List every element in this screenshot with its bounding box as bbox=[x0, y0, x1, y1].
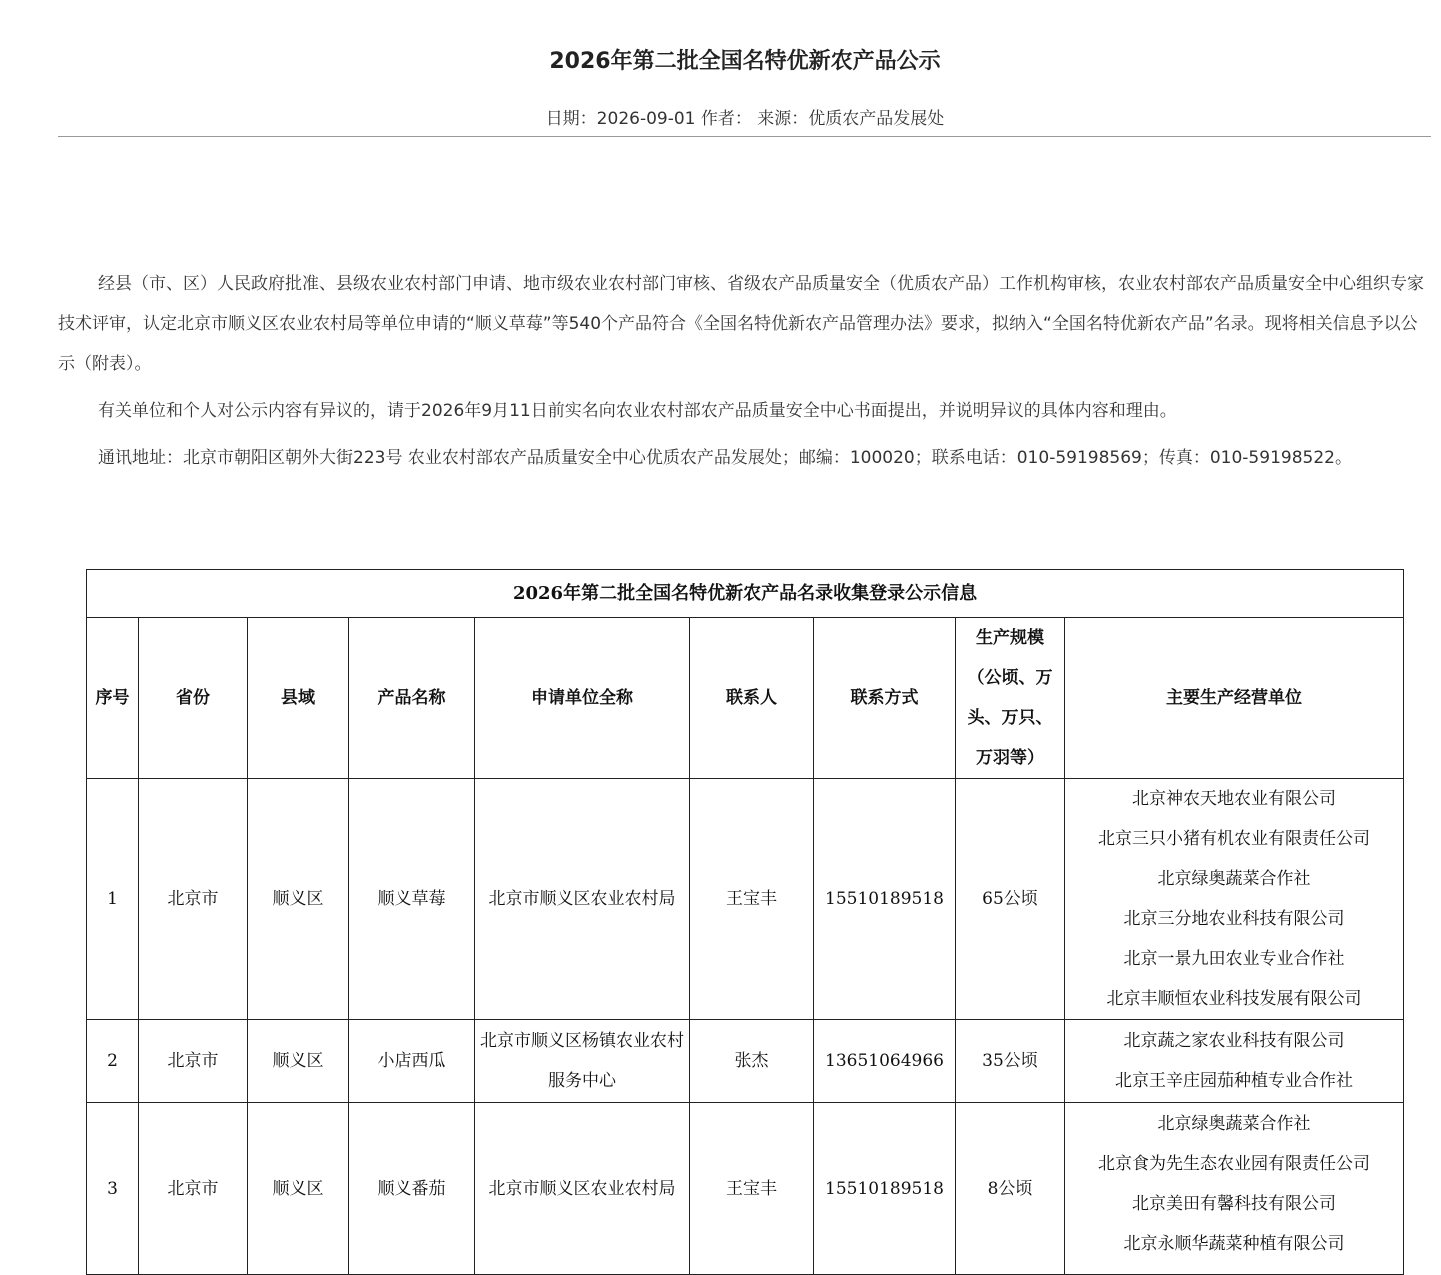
cell-seq: 2 bbox=[87, 1020, 139, 1103]
cell-scale: 8公顷 bbox=[956, 1103, 1065, 1275]
cell-seq: 1 bbox=[87, 779, 139, 1020]
producer-name: 北京蔬之家农业科技有限公司 bbox=[1123, 1031, 1345, 1051]
cell-phone: 15510189518 bbox=[814, 779, 956, 1020]
producer-name: 北京永顺华蔬菜种植有限公司 bbox=[1123, 1234, 1345, 1254]
cell-seq: 3 bbox=[87, 1103, 139, 1275]
producer-name: 北京王辛庄园茄种植专业合作社 bbox=[1115, 1071, 1354, 1091]
cell-producers bbox=[1065, 779, 1404, 1020]
cell-product: 顺义草莓 bbox=[349, 779, 475, 1020]
paragraph-contact: 通讯地址：北京市朝阳区朝外大街223号 农业农村部农产品质量安全中心优质农产品发展处；邮编：100020；联系电话：010-59198569；传真：010-59198522。 bbox=[98, 448, 1352, 468]
header-seq: 序号 bbox=[87, 618, 139, 779]
page-title: 2026年第二批全国名特优新农产品公示 bbox=[549, 49, 941, 74]
header-scale: 生产规模（公顷、万头、万只、万羽等） bbox=[956, 618, 1065, 779]
cell-scale: 35公顷 bbox=[956, 1020, 1065, 1103]
cell-producers bbox=[1065, 1103, 1404, 1275]
table-row bbox=[87, 1020, 1404, 1103]
header-phone: 联系方式 bbox=[814, 618, 956, 779]
cell-county: 顺义区 bbox=[248, 1020, 349, 1103]
paragraph-intro: 经县（市、区）人民政府批准、县级农业农村部门申请、地市级农业农村部门审核、省级农产品质量安全（优质农产品）工作机构审核，农业农村部农产品质量安全中心组织专家技术评审，认定北京市顺义区农业农村局等单位申请的“顺义草莓”等540个产品符合《全国名特优新农产品管理办法》要求，拟纳入“全国名特优新农产品”名录。现将相关信息予以公示（附表）。 bbox=[58, 274, 1424, 374]
header-county: 县域 bbox=[248, 618, 349, 779]
cell-contact: 张杰 bbox=[690, 1020, 814, 1103]
cell-county: 顺义区 bbox=[248, 779, 349, 1020]
cell-contact: 王宝丰 bbox=[690, 779, 814, 1020]
table-caption: 2026年第二批全国名特优新农产品名录收集登录公示信息 bbox=[87, 570, 1404, 618]
cell-province: 北京市 bbox=[139, 1103, 248, 1275]
cell-product: 顺义番茄 bbox=[349, 1103, 475, 1275]
cell-county: 顺义区 bbox=[248, 1103, 349, 1275]
cell-province: 北京市 bbox=[139, 779, 248, 1020]
producer-name: 北京美田有馨科技有限公司 bbox=[1132, 1194, 1337, 1214]
header-producers: 主要生产经营单位 bbox=[1065, 618, 1404, 779]
header-contact: 联系人 bbox=[690, 618, 814, 779]
cell-phone: 13651064966 bbox=[814, 1020, 956, 1103]
cell-applicant: 北京市顺义区杨镇农业农村服务中心 bbox=[475, 1020, 690, 1103]
paragraph-objection: 有关单位和个人对公示内容有异议的，请于2026年9月11日前实名向农业农村部农产品质量安全中心书面提出，并说明异议的具体内容和理由。 bbox=[98, 401, 1177, 421]
cell-scale: 65公顷 bbox=[956, 779, 1065, 1020]
header-province: 省份 bbox=[139, 618, 248, 779]
cell-phone: 15510189518 bbox=[814, 1103, 956, 1275]
cell-producers bbox=[1065, 1020, 1404, 1103]
cell-contact: 王宝丰 bbox=[690, 1103, 814, 1275]
producer-name: 北京三只小猪有机农业有限责任公司 bbox=[1098, 829, 1371, 849]
producer-name: 北京一景九田农业专业合作社 bbox=[1123, 949, 1345, 969]
producer-name: 北京绿奥蔬菜合作社 bbox=[1157, 869, 1311, 889]
article-body bbox=[58, 264, 1431, 478]
producer-name: 北京丰顺恒农业科技发展有限公司 bbox=[1106, 989, 1362, 1009]
cell-product: 小店西瓜 bbox=[349, 1020, 475, 1103]
article-meta: 日期：2026-09-01 作者： 来源：优质农产品发展处 bbox=[545, 109, 945, 129]
header-applicant: 申请单位全称 bbox=[475, 618, 690, 779]
cell-applicant: 北京市顺义区农业农村局 bbox=[475, 1103, 690, 1275]
divider bbox=[58, 136, 1431, 137]
table-row bbox=[87, 779, 1404, 1020]
producer-name: 北京食为先生态农业园有限责任公司 bbox=[1098, 1154, 1371, 1174]
cell-applicant: 北京市顺义区农业农村局 bbox=[475, 779, 690, 1020]
cell-province: 北京市 bbox=[139, 1020, 248, 1103]
table-row bbox=[87, 1103, 1404, 1275]
header-product: 产品名称 bbox=[349, 618, 475, 779]
products-table bbox=[86, 569, 1404, 1275]
producer-name: 北京三分地农业科技有限公司 bbox=[1123, 909, 1345, 929]
producer-name: 北京神农天地农业有限公司 bbox=[1132, 789, 1337, 809]
producer-name: 北京绿奥蔬菜合作社 bbox=[1157, 1114, 1311, 1134]
table-header-row bbox=[87, 618, 1404, 779]
